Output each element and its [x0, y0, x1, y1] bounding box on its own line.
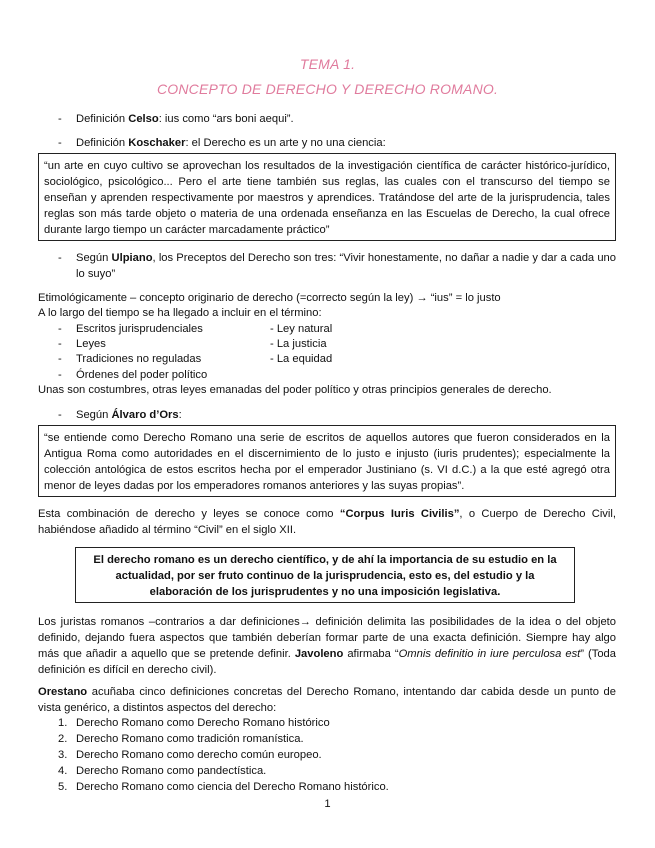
definition-item: Derecho Romano como derecho común europeo. [76, 749, 322, 761]
inclusion-line: A lo largo del tiempo se ha llegado a incluir en el término: [38, 307, 322, 319]
bullet: - [58, 409, 62, 421]
list-number: 4. [58, 765, 68, 777]
list-number: 5. [58, 781, 68, 793]
koschaker-quote: “un arte en cuyo cultivo se aprovechan los resultados de la investigación científica de carácter histórico-jurídico, sociológico, psicológico... Pero el arte tiene también sus reglas, las cuales con el transcurso del tiempo se enseñan y aprenden respectivamente por maestros y aprendices. Tratándose del arte de la jurisprudencia, tales reglas son más tarde objeto o materia de una ordenada enseñanza en las Escuelas de Derecho, la cual ofrece durante largo tiempo un carácter marcadamente práctico” [38, 153, 616, 241]
list-number: 2. [58, 733, 68, 745]
term-item-right: - La justicia [270, 338, 327, 350]
dors-quote: “se entiende como Derecho Romano una serie de escritos de aquellos autores que fueron considerados en la Antigua Roma como autoridades en el discernimiento de lo justo e injusto (iuris prudentes); especialmente la colección antológica de estos escritos hecha por el emperador Justiniano (s. VI d.C.) a la que esté agregó otra menor de leyes dadas por los emperadores romanos anteriores y las suyas propias”. [38, 425, 616, 497]
orestano-paragraph: Orestano acuñaba cinco definiciones concretas del Derecho Romano, intentando dar cabida desde un punto de vista genérico, a distintos aspectos del derecho: [38, 686, 616, 714]
title-line-2: CONCEPTO DE DERECHO Y DERECHO ROMANO. [156, 81, 499, 97]
term-item-right: - Ley natural [270, 323, 333, 335]
jurists-paragraph: Los juristas romanos –contrarios a dar definiciones→ definición delimita las posibilidades de la idea o del objeto definido, dejando fuera aspectos que también deberían formar parte de una exacta definición. Siempre hay algo más que añadir a aquello que se pretende definir. Javoleno afirmaba “Omnis definitio in iure perculosa est” (Toda definición es difícil en derecho civil). [38, 616, 616, 676]
bullet: - [58, 137, 62, 149]
bullet: - [58, 252, 62, 264]
customs-line: Unas son costumbres, otras leyes emanadas del poder político y otras principios generales de derecho. [38, 384, 552, 396]
term-item: Leyes [76, 338, 106, 350]
corpus-paragraph: Esta combinación de derecho y leyes se conoce como “Corpus Iuris Civilis”, o Cuerpo de Derecho Civil, habiéndose añadido al término “Civil” en el siglo XII. [38, 508, 616, 536]
etymology-line: Etimológicamente – concepto originario de derecho (=correcto según la ley) → “ius” = lo justo [38, 292, 501, 304]
bullet: - [58, 323, 62, 335]
term-item: Escritos jurisprudenciales [76, 323, 203, 335]
koschaker-definition: Definición Koschaker: el Derecho es un arte y no una ciencia: [76, 137, 386, 149]
page-number: 1 [324, 798, 331, 810]
celso-definition: Definición Celso: ius como “ars boni aequi”. [76, 113, 294, 125]
bullet: - [58, 369, 62, 381]
bullet: - [58, 353, 62, 365]
bullet: - [58, 113, 62, 125]
list-number: 3. [58, 749, 68, 761]
bullet: - [58, 338, 62, 350]
list-number: 1. [58, 717, 68, 729]
definition-item: Derecho Romano como ciencia del Derecho Romano histórico. [76, 781, 389, 793]
title-line-1: TEMA 1. [299, 56, 356, 72]
ulpiano-precepts: Según Ulpiano, los Preceptos del Derecho son tres: “Vivir honestamente, no dañar a nadie y dar a cada uno lo suyo” [76, 252, 616, 280]
definition-item: Derecho Romano como Derecho Romano histórico [76, 717, 330, 729]
term-item: Tradiciones no reguladas [76, 353, 202, 365]
term-item: Órdenes del poder político [76, 369, 208, 381]
dors-definition: Según Álvaro d’Ors: [76, 409, 182, 421]
highlight-box: El derecho romano es un derecho científico, y de ahí la importancia de su estudio en la actualidad, por ser fruto continuo de la jurisprudencia, esto es, del estudio y la elaboración de los jurisprudentes y no una imposición legislativa. [75, 547, 575, 603]
definition-item: Derecho Romano como tradición romanística. [76, 733, 304, 745]
definition-item: Derecho Romano como pandectística. [76, 765, 267, 777]
term-item-right: - La equidad [270, 353, 333, 365]
